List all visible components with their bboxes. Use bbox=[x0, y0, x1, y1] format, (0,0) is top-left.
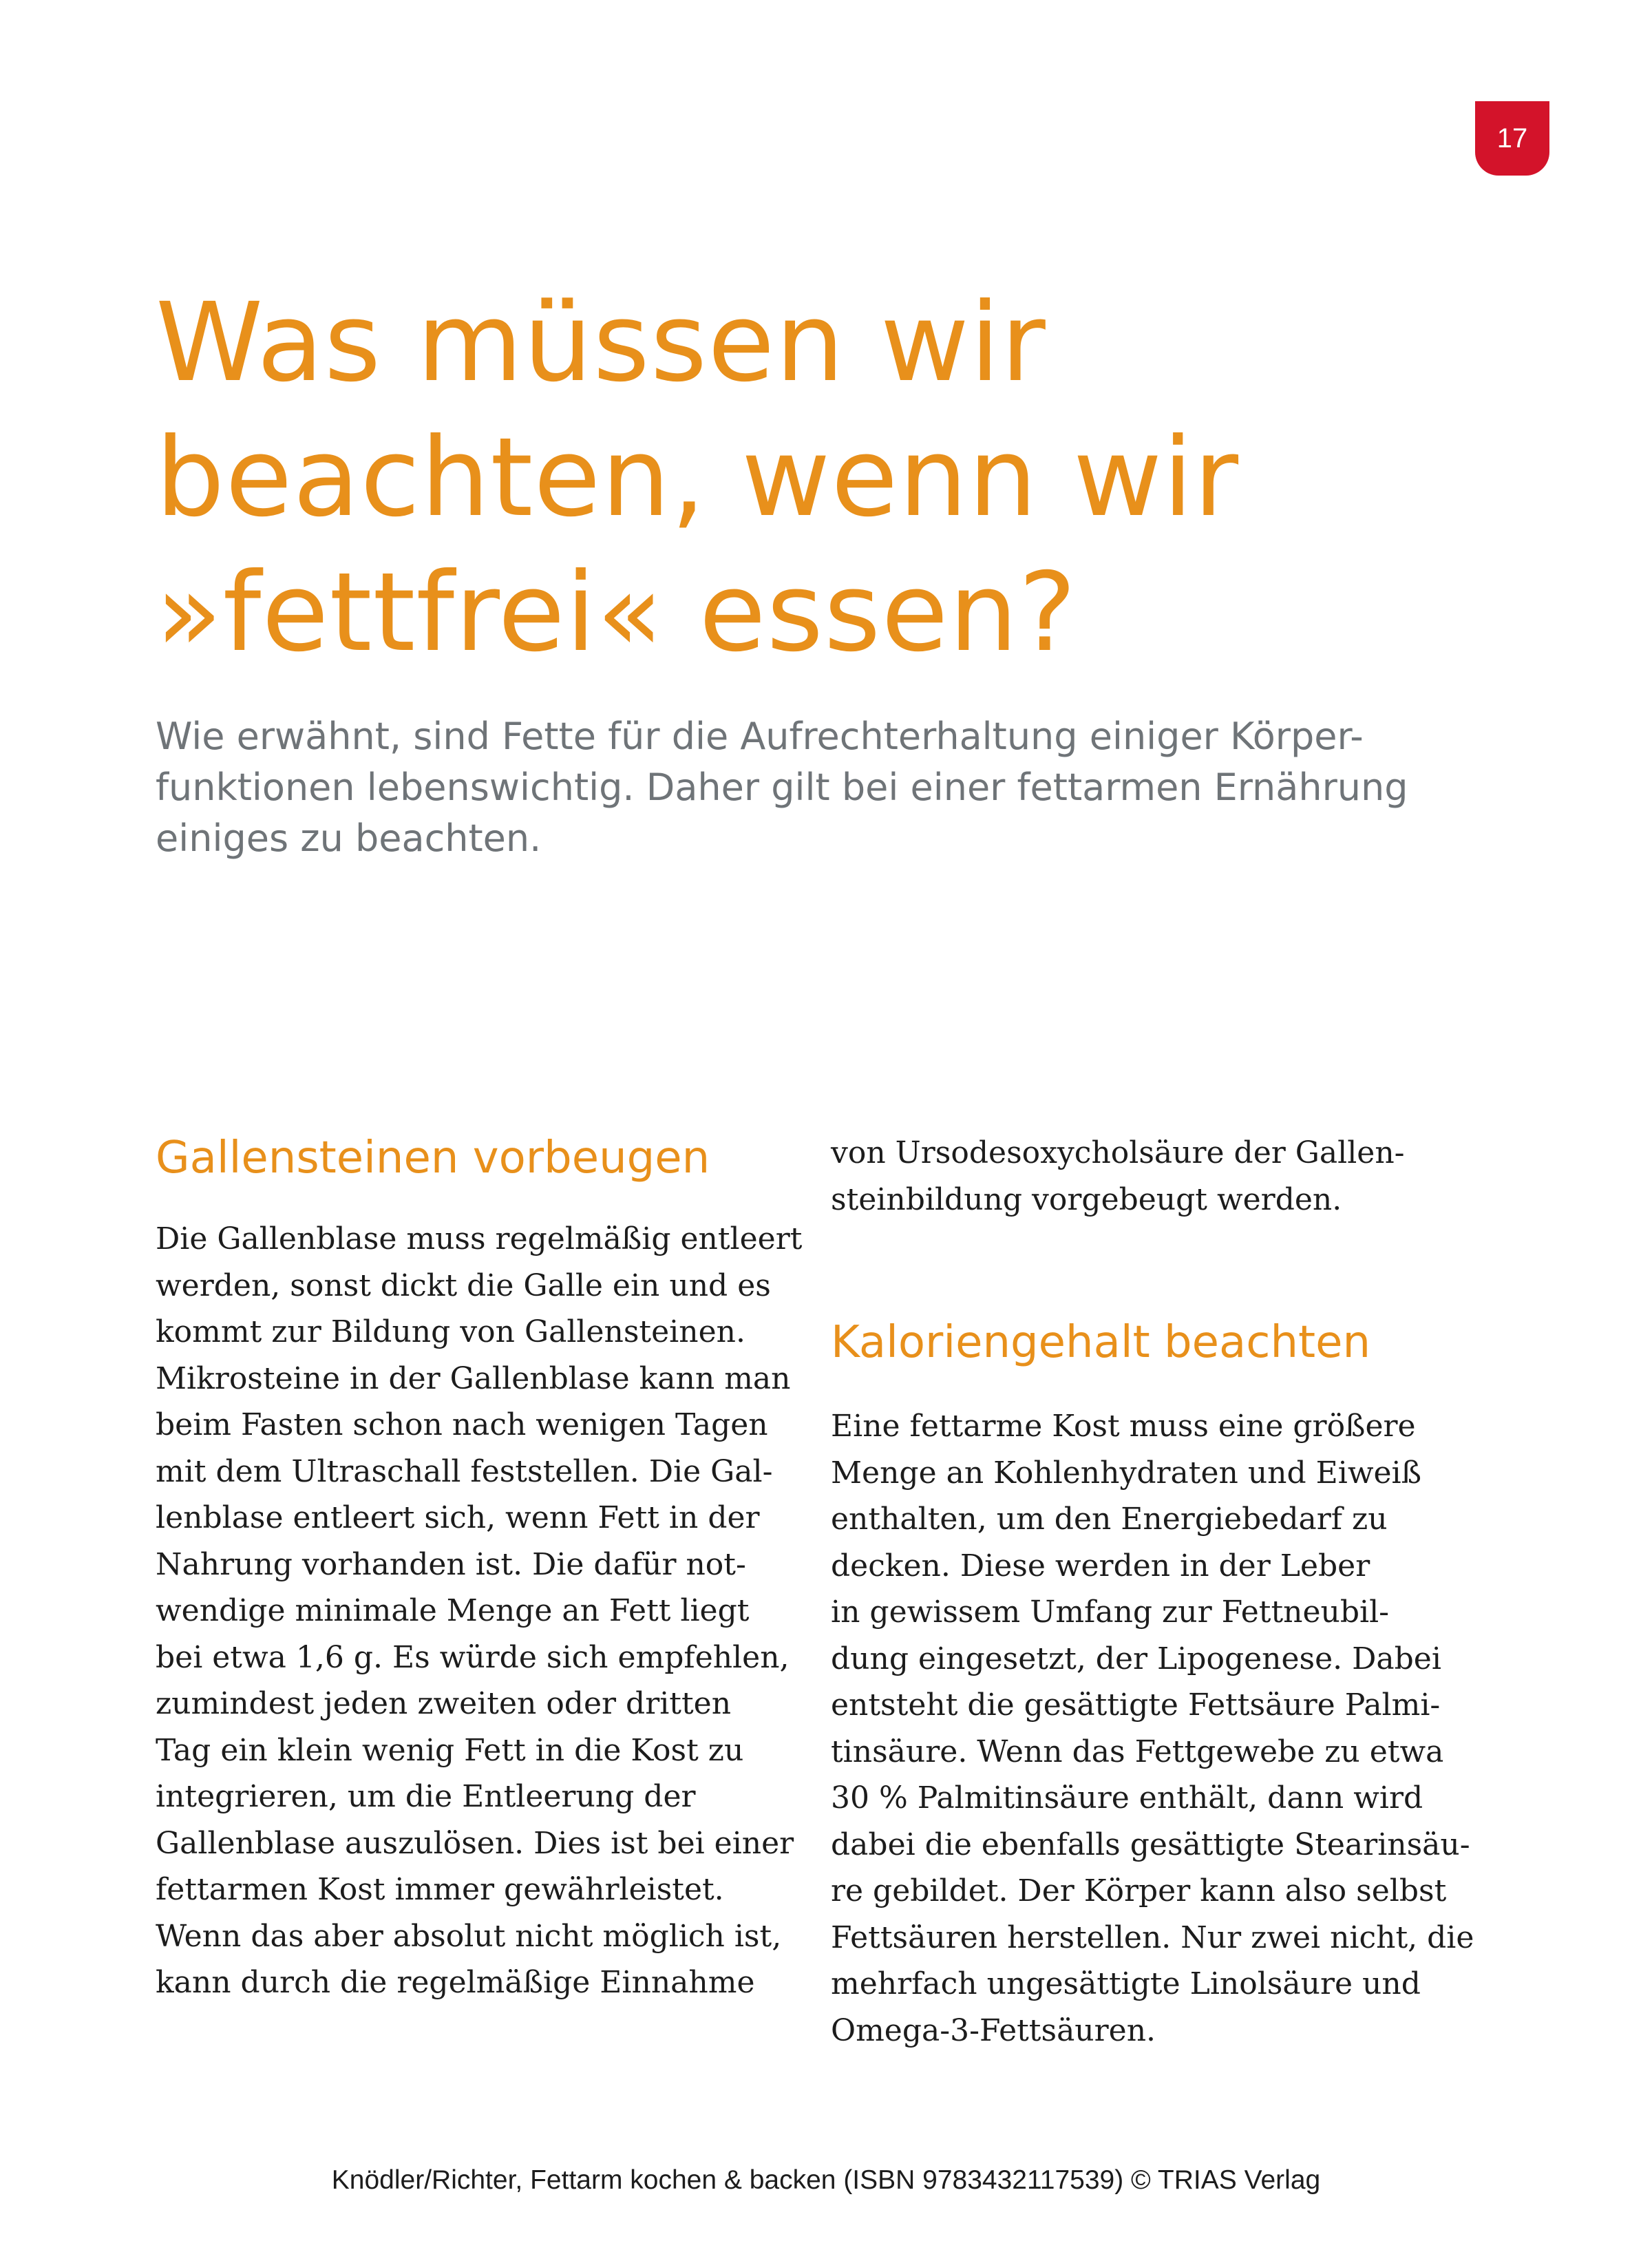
text-line: dabei die ebenfalls gesättigte Stearinsäu- bbox=[831, 1827, 1470, 1862]
lead-line: Wie erwähnt, sind Fette für die Aufrechterhaltung einiger Körper- bbox=[156, 715, 1364, 758]
right-column bbox=[831, 1130, 1478, 2054]
text-line: enthalten, um den Energiebedarf zu bbox=[831, 1502, 1388, 1537]
text-line: beim Fasten schon nach wenigen Tagen bbox=[156, 1407, 768, 1442]
text-line: kann durch die regelmäßige Einnahme bbox=[156, 1965, 755, 2000]
text-line: Menge an Kohlenhydraten und Eiweiß bbox=[831, 1455, 1421, 1491]
section-body-kaloriengehalt bbox=[831, 1403, 1478, 2054]
title-line: Was müssen wir bbox=[156, 280, 1046, 406]
text-line: mehrfach ungesättigte Linolsäure und bbox=[831, 1966, 1421, 2001]
title-line: »fettfrei« essen? bbox=[156, 549, 1077, 676]
text-line: in gewissem Umfang zur Fettneubil- bbox=[831, 1595, 1390, 1630]
text-line: entsteht die gesättigte Fettsäure Palmi- bbox=[831, 1687, 1441, 1723]
text-line: kommt zur Bildung von Gallensteinen. bbox=[156, 1314, 745, 1349]
text-line: Die Gallenblase muss regelmäßig entleert bbox=[156, 1221, 803, 1256]
section-body-gallensteinen bbox=[156, 1216, 803, 2006]
text-line: Tag ein klein wenig Fett in die Kost zu bbox=[156, 1732, 744, 1768]
lead-line: einiges zu beachten. bbox=[156, 817, 542, 860]
text-line: wendige minimale Menge an Fett liegt bbox=[156, 1593, 750, 1628]
page-title bbox=[156, 275, 1463, 680]
lead-paragraph bbox=[156, 711, 1463, 864]
text-line: Fettsäuren herstellen. Nur zwei nicht, die bbox=[831, 1919, 1474, 1955]
text-line: bei etwa 1,6 g. Es würde sich empfehlen, bbox=[156, 1639, 790, 1675]
text-line: Gallenblase auszulösen. Dies ist bei einer bbox=[156, 1825, 794, 1861]
text-line: mit dem Ultraschall feststellen. Die Gal- bbox=[156, 1453, 773, 1489]
left-column bbox=[156, 1124, 803, 2006]
text-line: steinbildung vorgebeugt werden. bbox=[831, 1181, 1342, 1217]
text-line: integrieren, um die Entleerung der bbox=[156, 1779, 696, 1814]
lead-line: funktionen lebenswichtig. Daher gilt bei einer fettarmen Ernährung bbox=[156, 766, 1408, 809]
text-line: Wenn das aber absolut nicht möglich ist, bbox=[156, 1918, 782, 1954]
section-body-gallensteinen-continued bbox=[831, 1130, 1478, 1223]
text-line: 30 % Palmitinsäure enthält, dann wird bbox=[831, 1780, 1423, 1816]
text-line: Omega-3-Fettsäuren. bbox=[831, 2012, 1156, 2048]
text-line: fettarmen Kost immer gewährleistet. bbox=[156, 1872, 724, 1907]
text-line: zumindest jeden zweiten oder dritten bbox=[156, 1686, 732, 1721]
text-line: tinsäure. Wenn das Fettgewebe zu etwa bbox=[831, 1734, 1444, 1769]
section-heading-gallensteinen: Gallensteinen vorbeugen bbox=[156, 1133, 710, 1183]
text-line: Eine fettarme Kost muss eine größere bbox=[831, 1409, 1416, 1444]
text-line: dung eingesetzt, der Lipogenese. Dabei bbox=[831, 1641, 1441, 1676]
title-line: beachten, wenn wir bbox=[156, 414, 1240, 541]
text-line: von Ursodesoxycholsäure der Gallen- bbox=[831, 1135, 1405, 1170]
text-line: decken. Diese werden in der Leber bbox=[831, 1548, 1370, 1584]
footer-citation: Knödler/Richter, Fettarm kochen & backen (ISBN 9783432117539) © TRIAS Verlag bbox=[331, 2165, 1321, 2195]
text-line: Nahrung vorhanden ist. Die dafür not- bbox=[156, 1546, 746, 1582]
text-line: re gebildet. Der Körper kann also selbst bbox=[831, 1873, 1447, 1908]
text-line: lenblase entleert sich, wenn Fett in der bbox=[156, 1500, 760, 1535]
page-number: 17 bbox=[1475, 101, 1549, 176]
text-line: Mikrosteine in der Gallenblase kann man bbox=[156, 1360, 791, 1396]
text-line: werden, sonst dickt die Galle ein und es bbox=[156, 1267, 771, 1303]
section-heading-kaloriengehalt: Kaloriengehalt beachten bbox=[831, 1317, 1371, 1368]
